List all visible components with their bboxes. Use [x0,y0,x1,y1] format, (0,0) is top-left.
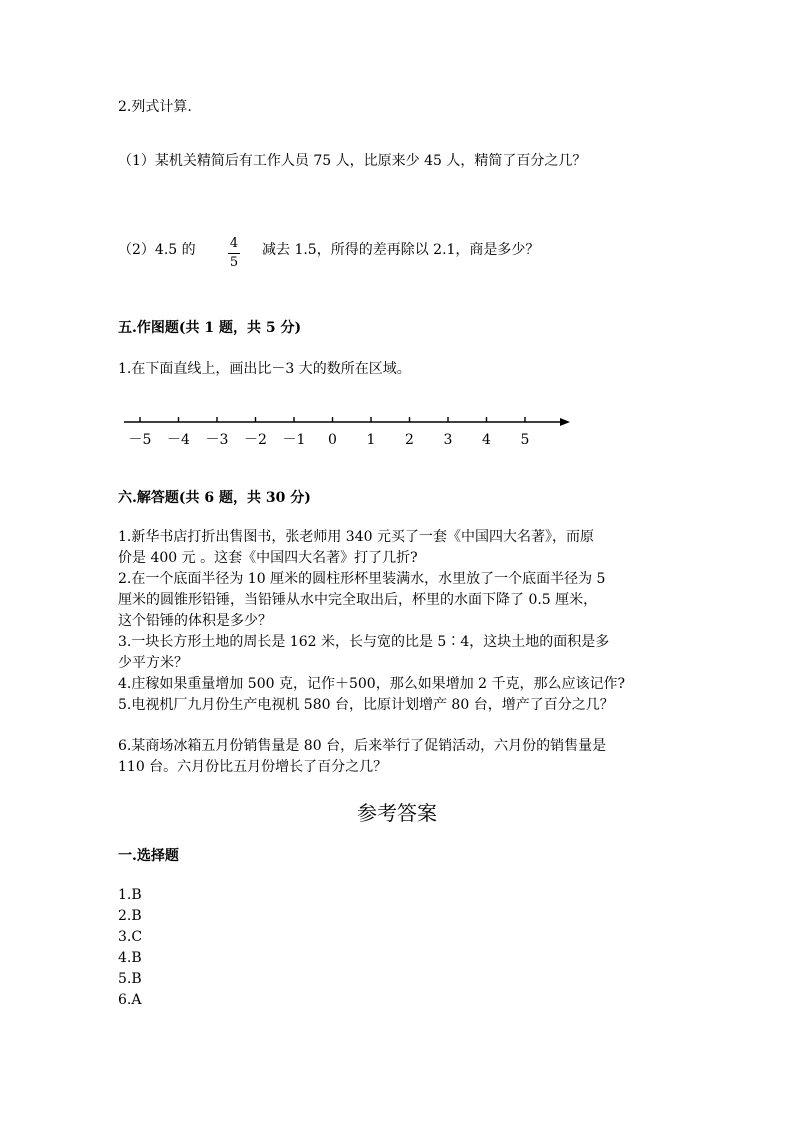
question-line: 5.电视机厂九月份生产电视机 580 台，比原计划增产 80 台，增产了百分之几？ [118,697,614,713]
answer-item: 3.C [118,929,143,945]
number-line [0,400,794,460]
question-line: 2.在一个底面半径为 10 厘米的圆柱形杯里装满水，水里放了一个底面半径为 5 [118,571,606,587]
question-line: 少平方米？ [118,655,188,671]
number-line-label: －1 [282,432,306,448]
question-line: 这个铅锤的体积是多少？ [118,613,272,629]
number-line-label: 0 [328,432,337,448]
fraction-denominator: 5 [229,255,239,270]
number-line-label: －3 [205,432,229,448]
number-line-label: 2 [405,432,414,448]
section-5-question-1: 1.在下面直线上，画出比－3 大的数所在区域。 [118,361,411,377]
answer-item: 5.B [118,971,142,987]
answer-item: 1.B [118,887,142,903]
question-line: 4.庄稼如果重量增加 500 克，记作＋500，那么如果增加 2 千克，那么应该记作? [118,676,626,692]
fraction-bar [228,253,240,254]
fraction [226,236,242,271]
answer-item: 6.A [118,992,142,1008]
calc-question-1: （1）某机关精简后有工作人员 75 人，比原来少 45 人，精简了百分之几？ [118,153,587,169]
number-line-arrow [560,418,570,426]
question-line: 厘米的圆锥形铅锤，当铅锤从水中完全取出后，杯里的水面下降了 0.5 厘米， [118,592,598,608]
question-line: 3.一块长方形土地的周长是 162 米，长与宽的比是 5∶4，这块土地的面积是多 [118,634,610,650]
answer-item: 4.B [118,950,142,966]
number-line-label: 3 [443,432,453,448]
section-5-title: 五.作图题(共 1 题，共 5 分) [118,320,302,336]
number-line-label: 5 [520,432,530,448]
question-line: 110 台。六月份比五月份增长了百分之几？ [118,759,388,775]
calc-heading: 2.列式计算. [118,99,192,115]
fraction-numerator: 4 [229,236,239,251]
number-line-label: －5 [128,432,152,448]
answer-item: 2.B [118,908,142,924]
number-line-label: 4 [482,432,491,448]
calc-question-2-start: （2）4.5 的 [118,242,196,258]
answer-title: 参考答案 [357,801,437,825]
section-6-title: 六.解答题(共 6 题，共 30 分) [118,490,311,506]
number-line-label: －4 [167,432,190,448]
number-line-label: －2 [244,432,267,448]
question-line: 6.某商场冰箱五月份销售量是 80 台，后来举行了促销活动，六月份的销售量是 [118,738,607,754]
calc-question-2-end: 减去 1.5，所得的差再除以 2.1，商是多少？ [262,242,540,258]
question-line: 价是 400 元 。这套《中国四大名著》打了几折? [118,550,418,566]
answer-section-title: 一.选择题 [118,848,179,864]
question-line: 1.新华书店打折出售图书，张老师用 340 元买了一套《中国四大名著》，而原 [118,529,594,545]
number-line-label: 1 [366,432,376,448]
